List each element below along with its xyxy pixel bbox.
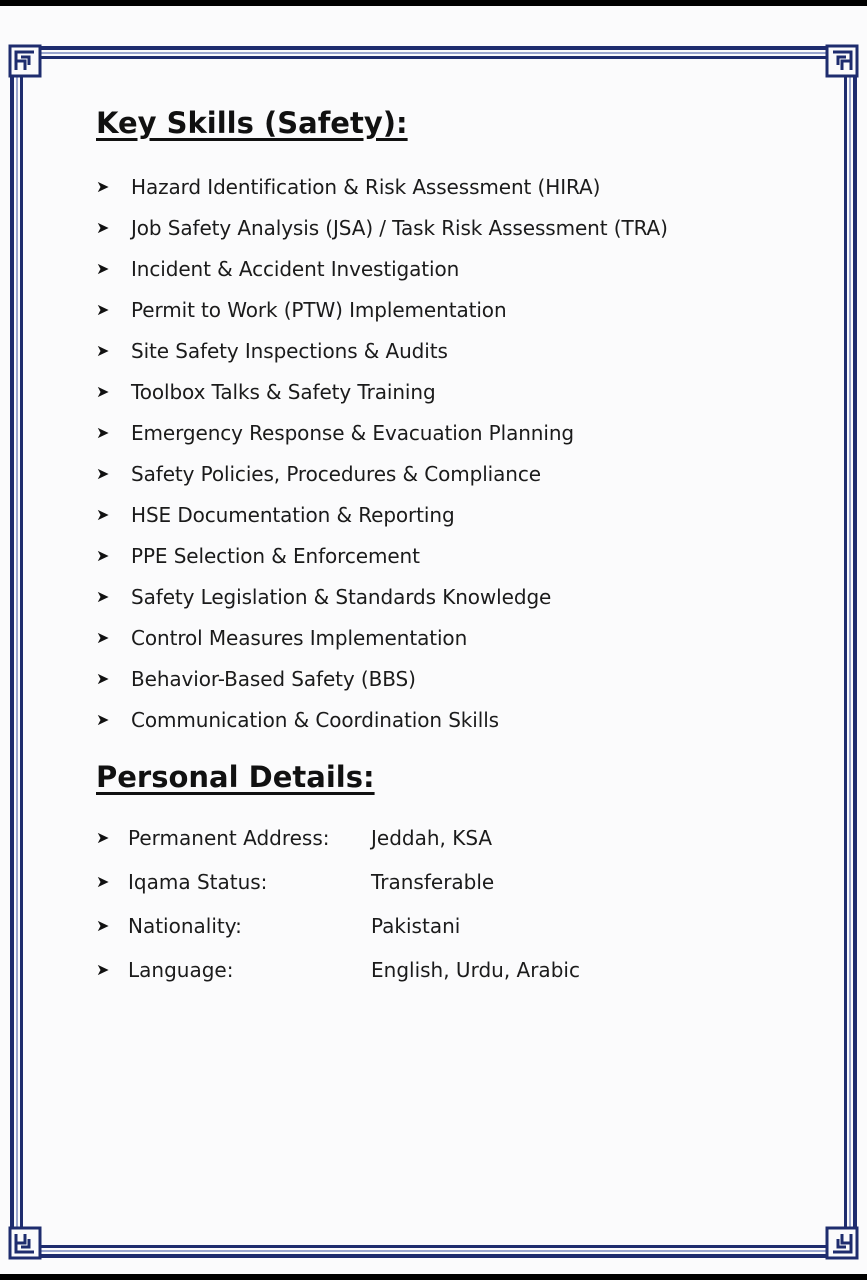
skill-text: PPE Selection & Enforcement: [131, 543, 420, 568]
list-item: [96, 412, 668, 453]
list-item: [96, 535, 668, 576]
list-item: [96, 699, 668, 740]
key-skills-heading: Key Skills (Safety):: [96, 106, 408, 140]
arrow-bullet-icon: ➤: [96, 465, 110, 483]
detail-row-nationality: [96, 904, 580, 948]
detail-row-address: [96, 816, 580, 860]
detail-label: Permanent Address:: [128, 826, 330, 850]
arrow-bullet-icon: ➤: [96, 588, 110, 606]
list-item: [96, 371, 668, 412]
detail-label: Nationality:: [128, 914, 242, 938]
arrow-bullet-icon: ➤: [96, 260, 110, 278]
skill-text: Control Measures Implementation: [131, 625, 468, 650]
list-item: [96, 248, 668, 289]
key-skills-list: [96, 166, 668, 740]
skill-text: Incident & Accident Investigation: [131, 256, 460, 281]
list-item: [96, 166, 668, 207]
skill-text: HSE Documentation & Reporting: [131, 502, 455, 527]
detail-value: English, Urdu, Arabic: [371, 958, 580, 982]
detail-label: Iqama Status:: [128, 870, 268, 894]
arrow-bullet-icon: ➤: [96, 711, 110, 729]
detail-label: Language:: [128, 958, 234, 982]
list-item: [96, 494, 668, 535]
arrow-bullet-icon: ➤: [96, 219, 110, 237]
arrow-bullet-icon: ➤: [96, 342, 110, 360]
arrow-bullet-icon: ➤: [96, 830, 110, 847]
arrow-bullet-icon: ➤: [96, 874, 110, 891]
detail-value: Pakistani: [371, 914, 461, 938]
skill-text: Behavior-Based Safety (BBS): [131, 666, 416, 691]
skill-text: Safety Legislation & Standards Knowledge: [131, 584, 552, 609]
skill-text: Job Safety Analysis (JSA) / Task Risk Assessment (TRA): [131, 215, 668, 240]
personal-details-list: [96, 816, 580, 992]
detail-row-iqama-status: [96, 860, 580, 904]
list-item: [96, 617, 668, 658]
arrow-bullet-icon: ➤: [96, 301, 110, 319]
personal-details-heading: Personal Details:: [96, 760, 375, 794]
list-item: [96, 207, 668, 248]
detail-row-language: [96, 948, 580, 992]
skill-text: Toolbox Talks & Safety Training: [131, 379, 436, 404]
arrow-bullet-icon: ➤: [96, 506, 110, 524]
arrow-bullet-icon: ➤: [96, 178, 110, 196]
arrow-bullet-icon: ➤: [96, 547, 110, 565]
skill-text: Communication & Coordination Skills: [131, 707, 499, 732]
arrow-bullet-icon: ➤: [96, 670, 110, 688]
arrow-bullet-icon: ➤: [96, 383, 110, 401]
arrow-bullet-icon: ➤: [96, 962, 110, 979]
skill-text: Safety Policies, Procedures & Compliance: [131, 461, 541, 486]
list-item: [96, 289, 668, 330]
list-item: [96, 330, 668, 371]
skill-text: Site Safety Inspections & Audits: [131, 338, 448, 363]
detail-value: Jeddah, KSA: [371, 826, 493, 850]
skill-text: Permit to Work (PTW) Implementation: [131, 297, 507, 322]
skill-text: Emergency Response & Evacuation Planning: [131, 420, 575, 445]
detail-value: Transferable: [371, 870, 495, 894]
list-item: [96, 576, 668, 617]
arrow-bullet-icon: ➤: [96, 424, 110, 442]
list-item: [96, 658, 668, 699]
arrow-bullet-icon: ➤: [96, 629, 110, 647]
list-item: [96, 453, 668, 494]
skill-text: Hazard Identification & Risk Assessment (HIRA): [131, 174, 601, 199]
arrow-bullet-icon: ➤: [96, 918, 110, 935]
